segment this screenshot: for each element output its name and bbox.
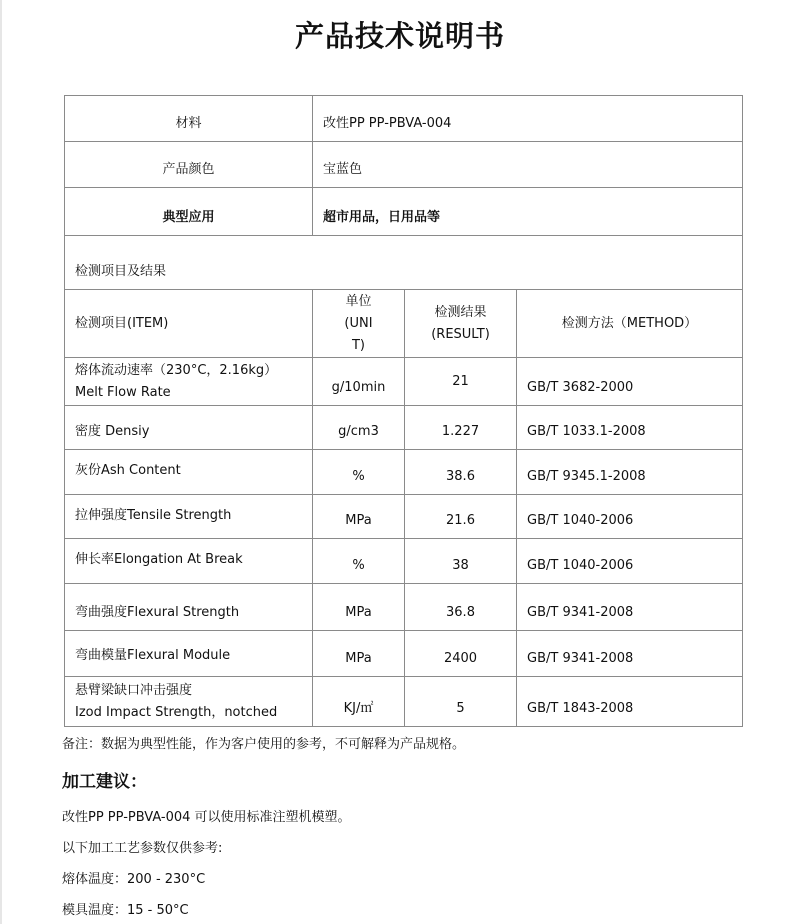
row-method: GB/T 1040-2006: [517, 539, 743, 584]
row-result: 21: [405, 358, 517, 406]
material-value: 改性PP PP-PBVA-004: [313, 96, 743, 142]
processing-line-2: 以下加工工艺参数仅供参考:: [62, 841, 223, 856]
color-value: 宝蓝色: [313, 142, 743, 188]
row-unit: %: [313, 450, 405, 495]
header-unit: [313, 290, 405, 358]
table-row: [65, 631, 743, 677]
row-item-line1: 悬臂梁缺口冲击强度: [75, 682, 193, 698]
row-unit: MPa: [313, 631, 405, 677]
row-unit: KJ/㎡: [313, 677, 405, 727]
row-item-line2: Melt Flow Rate: [75, 384, 171, 400]
row-method: GB/T 9341-2008: [517, 631, 743, 677]
header-result-line2: (RESULT): [431, 326, 490, 342]
row-item: 灰份Ash Content: [65, 450, 313, 495]
row-item: 伸长率Elongation At Break: [65, 539, 313, 584]
row-result: 1.227: [405, 406, 517, 450]
row-result: 38: [405, 539, 517, 584]
header-result: [405, 290, 517, 358]
mold-temperature: 模具温度：15 - 50°C: [62, 903, 189, 918]
table-row: [65, 406, 743, 450]
row-result: 5: [405, 677, 517, 727]
header-unit-line3: T): [351, 337, 365, 353]
row-method: GB/T 9345.1-2008: [517, 450, 743, 495]
page-edge: [0, 0, 2, 924]
row-method: GB/T 1033.1-2008: [517, 406, 743, 450]
row-item-line1: 熔体流动速率（230°C，2.16kg）: [75, 362, 278, 378]
material-label: 材料: [65, 96, 313, 142]
material-row: [65, 96, 743, 142]
header-result-line1: 检测结果: [434, 304, 487, 320]
row-result: 36.8: [405, 584, 517, 631]
header-item: 检测项目(ITEM): [65, 290, 313, 358]
header-unit-line2: (UNI: [344, 315, 373, 331]
row-method: GB/T 1843-2008: [517, 677, 743, 727]
color-row: [65, 142, 743, 188]
table-row: [65, 450, 743, 495]
table-row: [65, 495, 743, 539]
row-result: 2400: [405, 631, 517, 677]
row-unit: g/10min: [313, 358, 405, 406]
row-unit: g/cm3: [313, 406, 405, 450]
section-label: 检测项目及结果: [65, 236, 743, 290]
table-note: 备注：数据为典型性能，作为客户使用的参考，不可解释为产品规格。: [62, 737, 466, 752]
processing-line-1: 改性PP PP-PBVA-004 可以使用标准注塑机模塑。: [62, 810, 351, 825]
melt-temperature: 熔体温度：200 - 230°C: [62, 872, 206, 887]
row-item: [65, 677, 313, 727]
row-method: GB/T 3682-2000: [517, 358, 743, 406]
row-unit: MPa: [313, 495, 405, 539]
header-row: [65, 290, 743, 358]
table-row: [65, 677, 743, 727]
row-item-line2: Izod Impact Strength，notched: [75, 704, 278, 720]
row-unit: %: [313, 539, 405, 584]
spec-table: [64, 95, 743, 727]
header-method: 检测方法（METHOD）: [517, 290, 743, 358]
row-item: 拉伸强度Tensile Strength: [65, 495, 313, 539]
color-label: 产品颜色: [65, 142, 313, 188]
application-label: 典型应用: [65, 188, 313, 236]
row-item: [65, 358, 313, 406]
row-result: 21.6: [405, 495, 517, 539]
document-title: 产品技术说明书: [294, 19, 505, 53]
row-item: 弯曲强度Flexural Strength: [65, 584, 313, 631]
row-item: 弯曲模量Flexural Module: [65, 631, 313, 677]
application-value: 超市用品，日用品等: [313, 188, 743, 236]
application-row: [65, 188, 743, 236]
row-method: GB/T 9341-2008: [517, 584, 743, 631]
row-method: GB/T 1040-2006: [517, 495, 743, 539]
table-row: [65, 584, 743, 631]
header-unit-line1: 单位: [345, 293, 372, 309]
row-item: 密度 Densiy: [65, 406, 313, 450]
processing-heading: 加工建议：: [62, 772, 147, 792]
table-row: [65, 358, 743, 406]
row-result: 38.6: [405, 450, 517, 495]
row-unit: MPa: [313, 584, 405, 631]
section-row: [65, 236, 743, 290]
table-row: [65, 539, 743, 584]
